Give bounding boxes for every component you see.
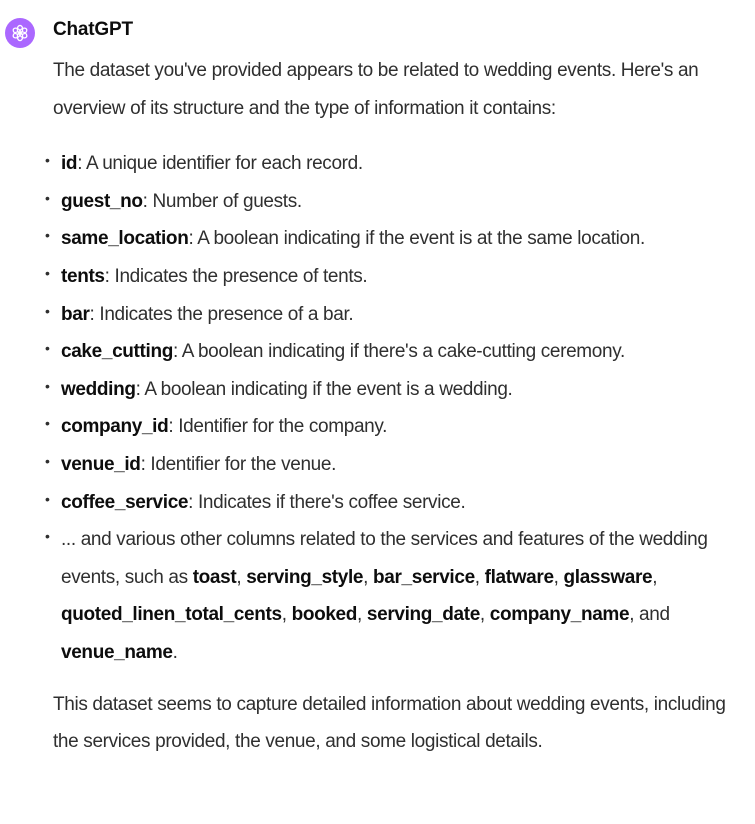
field-desc: : A boolean indicating if the event is at the same location. bbox=[188, 228, 645, 250]
field-name: company_id bbox=[61, 416, 169, 438]
list-item: • company_id: Identifier for the company. bbox=[45, 415, 388, 438]
field-name: id bbox=[61, 153, 78, 175]
field-name: company_name bbox=[489, 604, 630, 626]
field-name: coffee_service bbox=[61, 491, 189, 513]
openai-logo-icon bbox=[10, 23, 30, 43]
field-name: flatware bbox=[484, 566, 554, 588]
field-name: wedding bbox=[61, 378, 136, 400]
field-name: booked bbox=[291, 604, 358, 626]
field-desc: : Number of guests. bbox=[142, 190, 302, 212]
field-desc: : Indicates if there's coffee service. bbox=[188, 491, 466, 513]
list-item: • cake_cutting: A boolean indicating if there's a cake-cutting ceremony. bbox=[45, 340, 625, 363]
summary-paragraph: This dataset seems to capture detailed information about wedding events, including the services provided, the venue, and some logistical details. bbox=[53, 693, 726, 753]
list-item: • same_location: A boolean indicating if the event is at the same location. bbox=[45, 227, 645, 250]
field-name: venue_id bbox=[61, 453, 141, 475]
field-name: bar_service bbox=[373, 566, 475, 588]
field-name: glassware bbox=[563, 566, 653, 588]
message-author: ChatGPT bbox=[53, 19, 133, 40]
conjunction-text: , and bbox=[629, 604, 670, 626]
field-list bbox=[45, 145, 753, 671]
field-desc: : Identifier for the venue. bbox=[140, 453, 337, 475]
field-name: cake_cutting bbox=[61, 341, 173, 363]
list-item: • guest_no: Number of guests. bbox=[45, 189, 302, 212]
list-item: • id: A unique identifier for each record. bbox=[45, 152, 363, 175]
list-item: • bar: Indicates the presence of a bar. bbox=[45, 302, 354, 325]
period-text: . bbox=[172, 641, 178, 663]
list-item: • tents: Indicates the presence of tents. bbox=[45, 264, 368, 287]
field-desc: : A boolean indicating if there's a cake-cutting ceremony. bbox=[172, 341, 625, 363]
list-item-other-columns: • ... and various other columns related to the services and features of the wedding events, such as toast, serving_style, bar_service, flatware, glassware, quoted_linen_total_cents, booked, serving_date, company_name, and venue_name. bbox=[45, 528, 708, 663]
field-desc: : A unique identifier for each record. bbox=[77, 153, 363, 175]
list-item: • coffee_service: Indicates if there's coffee service. bbox=[45, 490, 466, 513]
field-name: same_location bbox=[61, 228, 189, 250]
field-desc: : Indicates the presence of a bar. bbox=[89, 303, 354, 325]
list-item: • wedding: A boolean indicating if the event is a wedding. bbox=[45, 377, 513, 400]
field-desc: : A boolean indicating if the event is a wedding. bbox=[135, 378, 513, 400]
intro-paragraph: The dataset you've provided appears to be related to wedding events. Here's an overview of its structure and the type of information it contains: bbox=[53, 60, 699, 119]
field-name: serving_style bbox=[246, 566, 364, 588]
avatar bbox=[5, 18, 35, 48]
other-columns-text: ... and various other columns related to the services and features of the wedding events, such as bbox=[61, 529, 708, 588]
field-name: tents bbox=[61, 265, 105, 287]
field-name: quoted_linen_total_cents bbox=[61, 604, 282, 626]
message-body bbox=[45, 52, 753, 761]
field-desc: : Identifier for the company. bbox=[168, 416, 388, 438]
field-desc: : Indicates the presence of tents. bbox=[104, 265, 368, 287]
field-name: guest_no bbox=[61, 190, 143, 212]
field-name: bar bbox=[61, 303, 90, 325]
field-name: toast bbox=[192, 566, 237, 588]
list-item: • venue_id: Identifier for the venue. bbox=[45, 452, 337, 475]
field-name: venue_name bbox=[61, 641, 173, 663]
field-name: serving_date bbox=[366, 604, 480, 626]
